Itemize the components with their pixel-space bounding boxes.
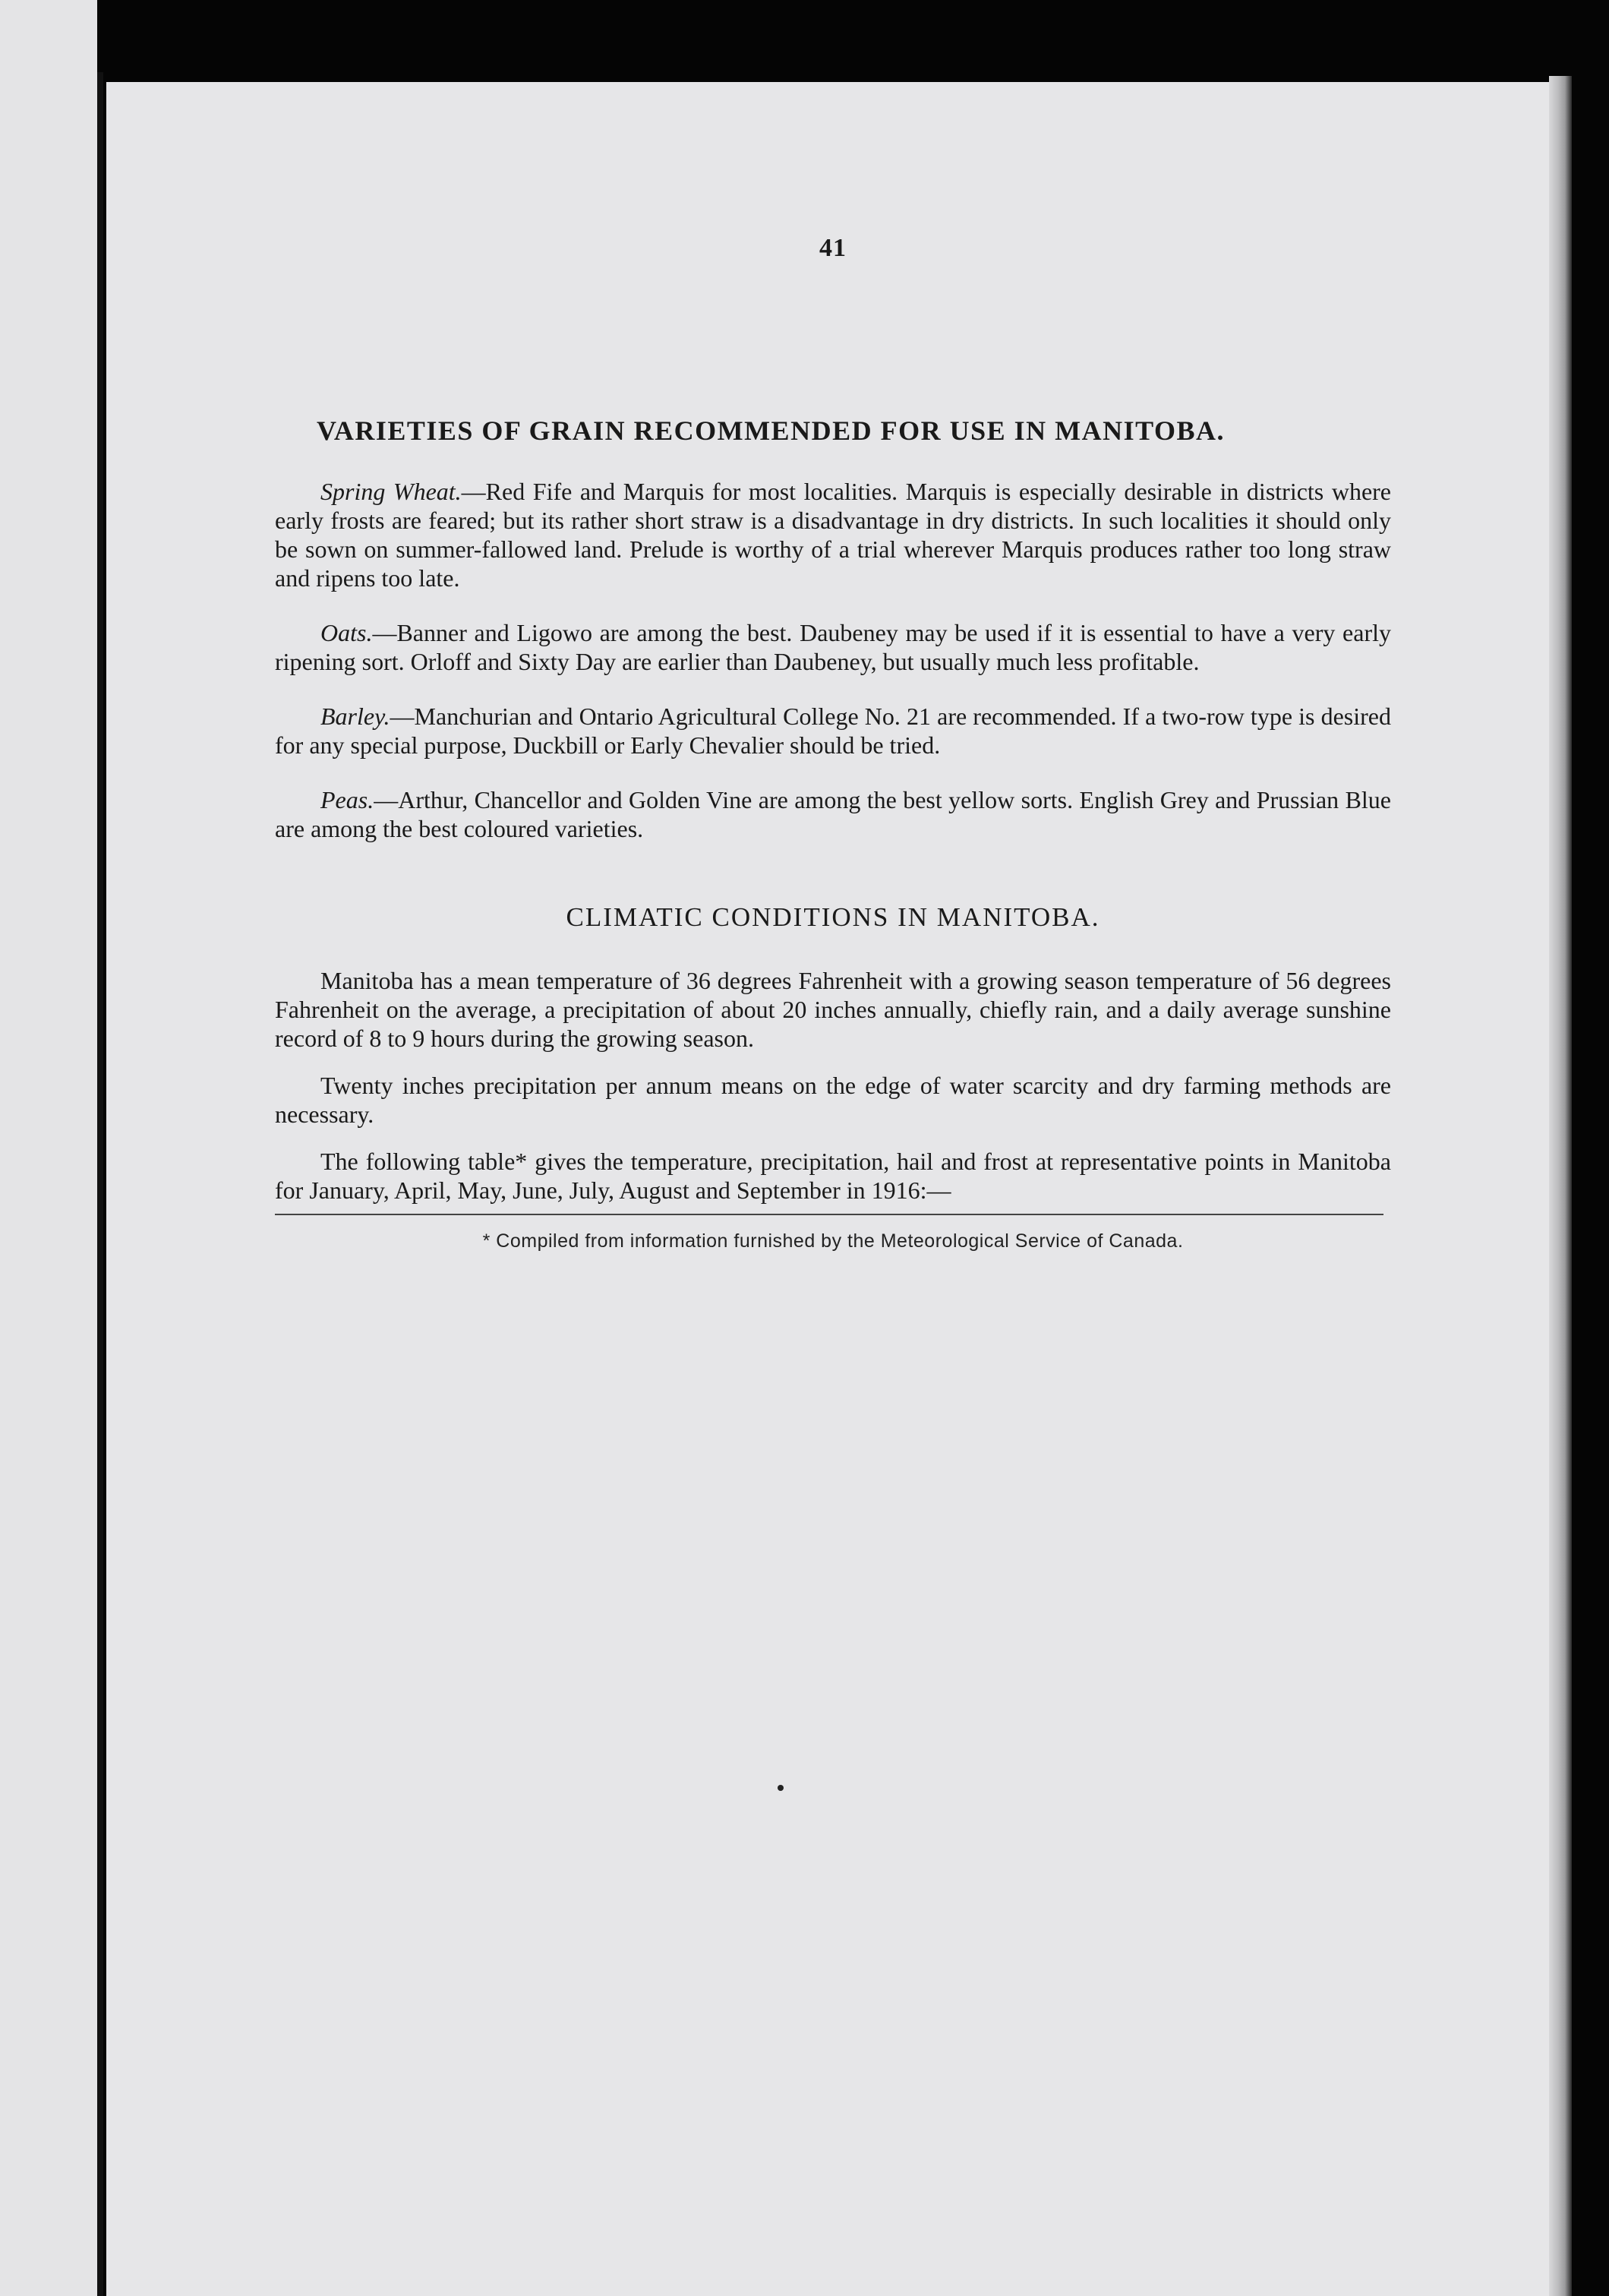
binding-gutter: [97, 72, 103, 2296]
crop-name: Oats.: [320, 619, 373, 646]
grain-entries: [275, 477, 1391, 843]
climate-paragraph: Manitoba has a mean temperature of 36 degrees Fahrenheit with a growing season temperature of 56 degrees Fahrenheit on the average, a precipitation of about 20 inches annually, chiefly rain, and a daily average sunshine record of 8 to 9 hours during the growing season.: [275, 967, 1391, 1052]
climate-paragraph: Twenty inches precipitation per annum means on the edge of water scarcity and dry farming methods are necessary.: [275, 1072, 1391, 1128]
page-number: 41: [819, 234, 847, 262]
entry-peas: [275, 785, 1391, 843]
footnote-rule: [275, 1214, 1383, 1215]
footnote: * Compiled from information furnished by the Meteorological Service of Canada.: [482, 1230, 1184, 1252]
climate-paragraph: The following table* gives the temperature, precipitation, hail and frost at representative points in Manitoba for January, April, May, June, July, August and September in 1916:—: [275, 1148, 1391, 1204]
crop-name: Spring Wheat.: [320, 478, 462, 505]
text-column: [275, 213, 1391, 1252]
entry-oats: [275, 618, 1391, 676]
crop-name: Barley.: [320, 703, 390, 730]
binding-strip: [0, 0, 97, 2296]
grain-heading: VARIETIES OF GRAIN RECOMMENDED FOR USE IN MANITOBA.: [317, 415, 1225, 446]
entry-text: —Red Fife and Marquis for most localities. Marquis is especially desirable in districts where early frosts are feared; but its rather short straw is a disadvantage in dry districts. In such localities it should only be sown on summer-fallowed land. Prelude is worthy of a trial wherever Marquis produces rather too long straw and ripens too late.: [275, 478, 1392, 592]
entry-text: —Banner and Ligowo are among the best. Daubeney may be used if it is essential to have a very early ripening sort. Orloff and Sixty Day are earlier than Daubeney, but usually much less profitable.: [275, 619, 1391, 675]
page-edge-shadow: [1549, 76, 1572, 2296]
climate-heading: CLIMATIC CONDITIONS IN MANITOBA.: [566, 902, 1100, 932]
entry-barley: [275, 702, 1391, 760]
entry-text: —Manchurian and Ontario Agricultural College No. 21 are recommended. If a two-row type is desired for any special purpose, Duckbill or Early Chevalier should be tried.: [275, 703, 1391, 759]
entry-text: —Arthur, Chancellor and Golden Vine are among the best yellow sorts. English Grey and Prussian Blue are among the best coloured varieties.: [275, 786, 1391, 842]
entry-spring-wheat: [275, 477, 1391, 592]
paper-speck: [778, 1785, 784, 1791]
crop-name: Peas.: [320, 786, 374, 813]
climate-paragraphs: [275, 966, 1391, 1205]
